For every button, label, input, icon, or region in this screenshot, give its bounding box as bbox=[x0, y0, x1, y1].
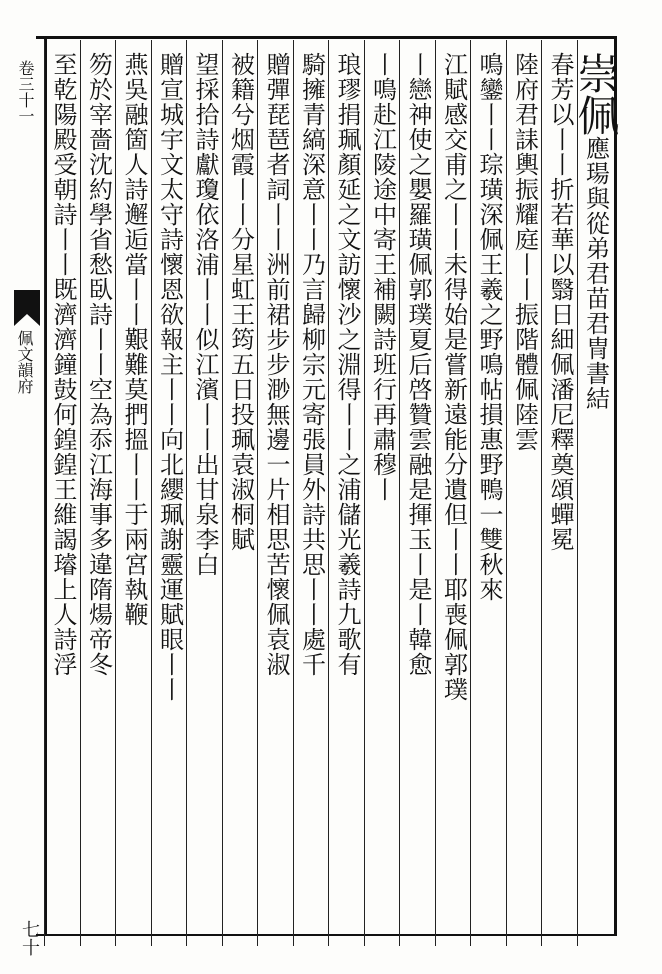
column-text: 鳴鑾丨丨琮璜深佩王羲之野鳴帖損惠野鴨一雙秋來 bbox=[475, 52, 503, 602]
column-text: 江賦感交甫之丨丨未得始是嘗新遠能分遺但丨丨耶喪佩郭璞 bbox=[439, 52, 468, 702]
text-column bbox=[223, 52, 259, 944]
text-column bbox=[571, 52, 621, 944]
column-text: 被籍兮烟霞丨丨分星虹王筠五日投珮袁淑桐賦 bbox=[226, 52, 255, 552]
column-text: 丨鳴赴江陵途中寄王補闕詩班行再肅穆丨 bbox=[368, 52, 397, 502]
text-column bbox=[436, 52, 472, 944]
column-text: 琅璆捐珮顏延之文訪懷沙之淵得丨丨之浦儲光羲詩九歌有 bbox=[333, 52, 361, 677]
column-text: 陸府君誄輿振耀庭丨丨振階體佩陸雲 bbox=[510, 52, 539, 452]
column-text: 望採拾詩獻瓊依洛浦丨丨似江濱丨丨出甘泉李白 bbox=[191, 52, 219, 577]
text-column bbox=[116, 52, 152, 944]
text-column bbox=[294, 52, 330, 944]
text-column bbox=[471, 52, 507, 944]
headword: 崇佩 bbox=[571, 52, 621, 136]
column-text: 春芳以丨丨折若華以翳日細佩潘尼釋奠頌蟬冕 bbox=[546, 52, 574, 552]
column-text: 丨戀神使之嬰羅璜佩郭璞夏后啓贊雲融是揮玉丨是丨韓愈 bbox=[404, 52, 432, 677]
column-text: 贈宣城宇文太守詩懷恩欲報主丨丨向北纓珮謝靈運賦眼丨丨 bbox=[155, 52, 184, 702]
text-column bbox=[400, 52, 436, 944]
column-text: 贈彈琵琶者詞丨丨洲前裙步步渺無邊一片相思苦懷佩袁淑 bbox=[262, 52, 290, 677]
column-text: 燕吳融箇人詩邂逅當丨丨艱難莫捫搵丨丨于兩宮執鞭 bbox=[120, 52, 148, 627]
text-column bbox=[258, 52, 294, 944]
text-column bbox=[365, 52, 401, 944]
text-column bbox=[507, 52, 543, 944]
page-number: 七十 bbox=[19, 920, 40, 956]
column-text: 至乾陽殿受朝詩丨丨既濟濟鐘鼓何鍠鍠王維謁璿上人詩浮 bbox=[49, 52, 77, 677]
volume-mark: 卷三十一 bbox=[16, 60, 35, 124]
text-column bbox=[187, 52, 223, 944]
running-head: 佩文韻府 bbox=[15, 330, 34, 394]
column-text: 騎擁青縞深意丨丨乃言歸柳宗元寄張員外詩共思丨丨處千 bbox=[297, 52, 326, 677]
column-text: 應瑒與從弟君苗君冑書結 bbox=[581, 136, 610, 411]
top-border bbox=[36, 36, 616, 39]
right-border bbox=[614, 36, 617, 936]
fishtail-mark-icon bbox=[12, 288, 42, 328]
text-column bbox=[152, 52, 188, 944]
text-column bbox=[329, 52, 365, 944]
column-text: 笏於宰嗇沈約學省愁臥詩丨丨空為忝江海事多違隋煬帝冬 bbox=[84, 52, 113, 677]
text-column bbox=[45, 52, 81, 944]
text-column bbox=[542, 52, 578, 944]
text-column bbox=[81, 52, 117, 944]
